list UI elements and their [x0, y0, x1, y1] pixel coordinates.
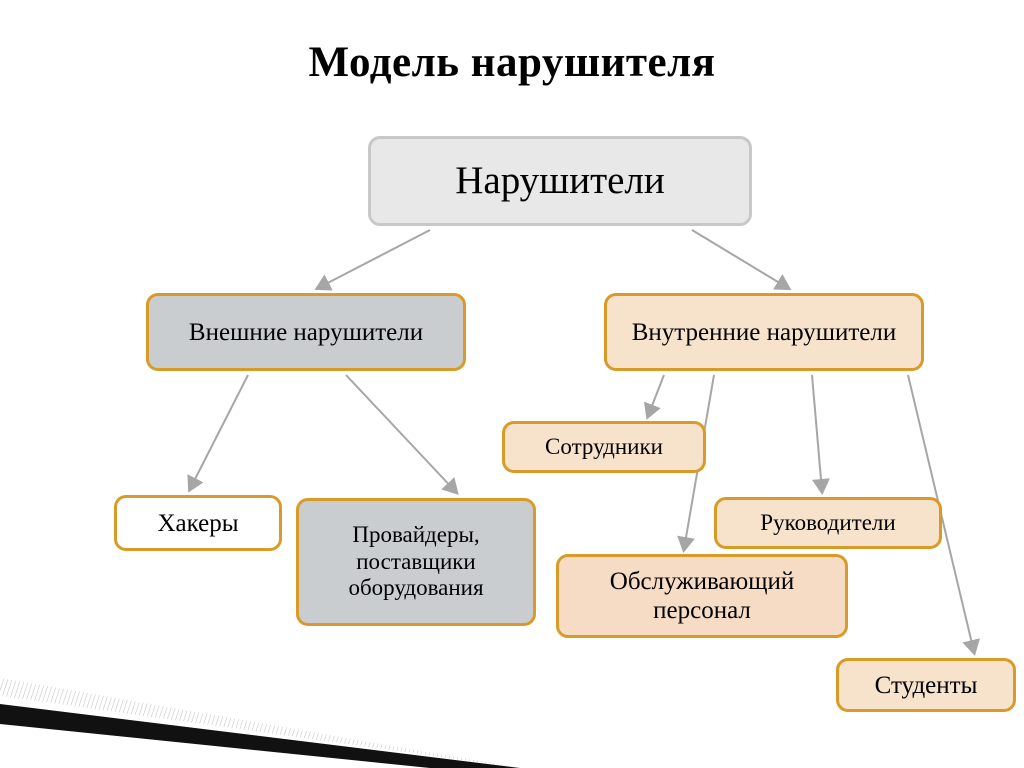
node-managers[interactable]: Руководители: [714, 497, 942, 549]
node-external-violators[interactable]: Внешние нарушители: [146, 293, 466, 371]
node-internal-violators[interactable]: Внутренние нарушители: [604, 293, 924, 371]
node-service-personnel[interactable]: Обслуживающий персонал: [556, 554, 848, 638]
node-root[interactable]: Нарушители: [368, 136, 752, 226]
node-providers[interactable]: Провайдеры, поставщики оборудования: [296, 498, 536, 626]
corner-decoration: [0, 638, 520, 768]
node-hackers[interactable]: Хакеры: [114, 495, 282, 551]
node-employees[interactable]: Сотрудники: [502, 421, 706, 473]
page-title: Модель нарушителя: [308, 39, 716, 86]
node-students[interactable]: Студенты: [836, 658, 1016, 712]
